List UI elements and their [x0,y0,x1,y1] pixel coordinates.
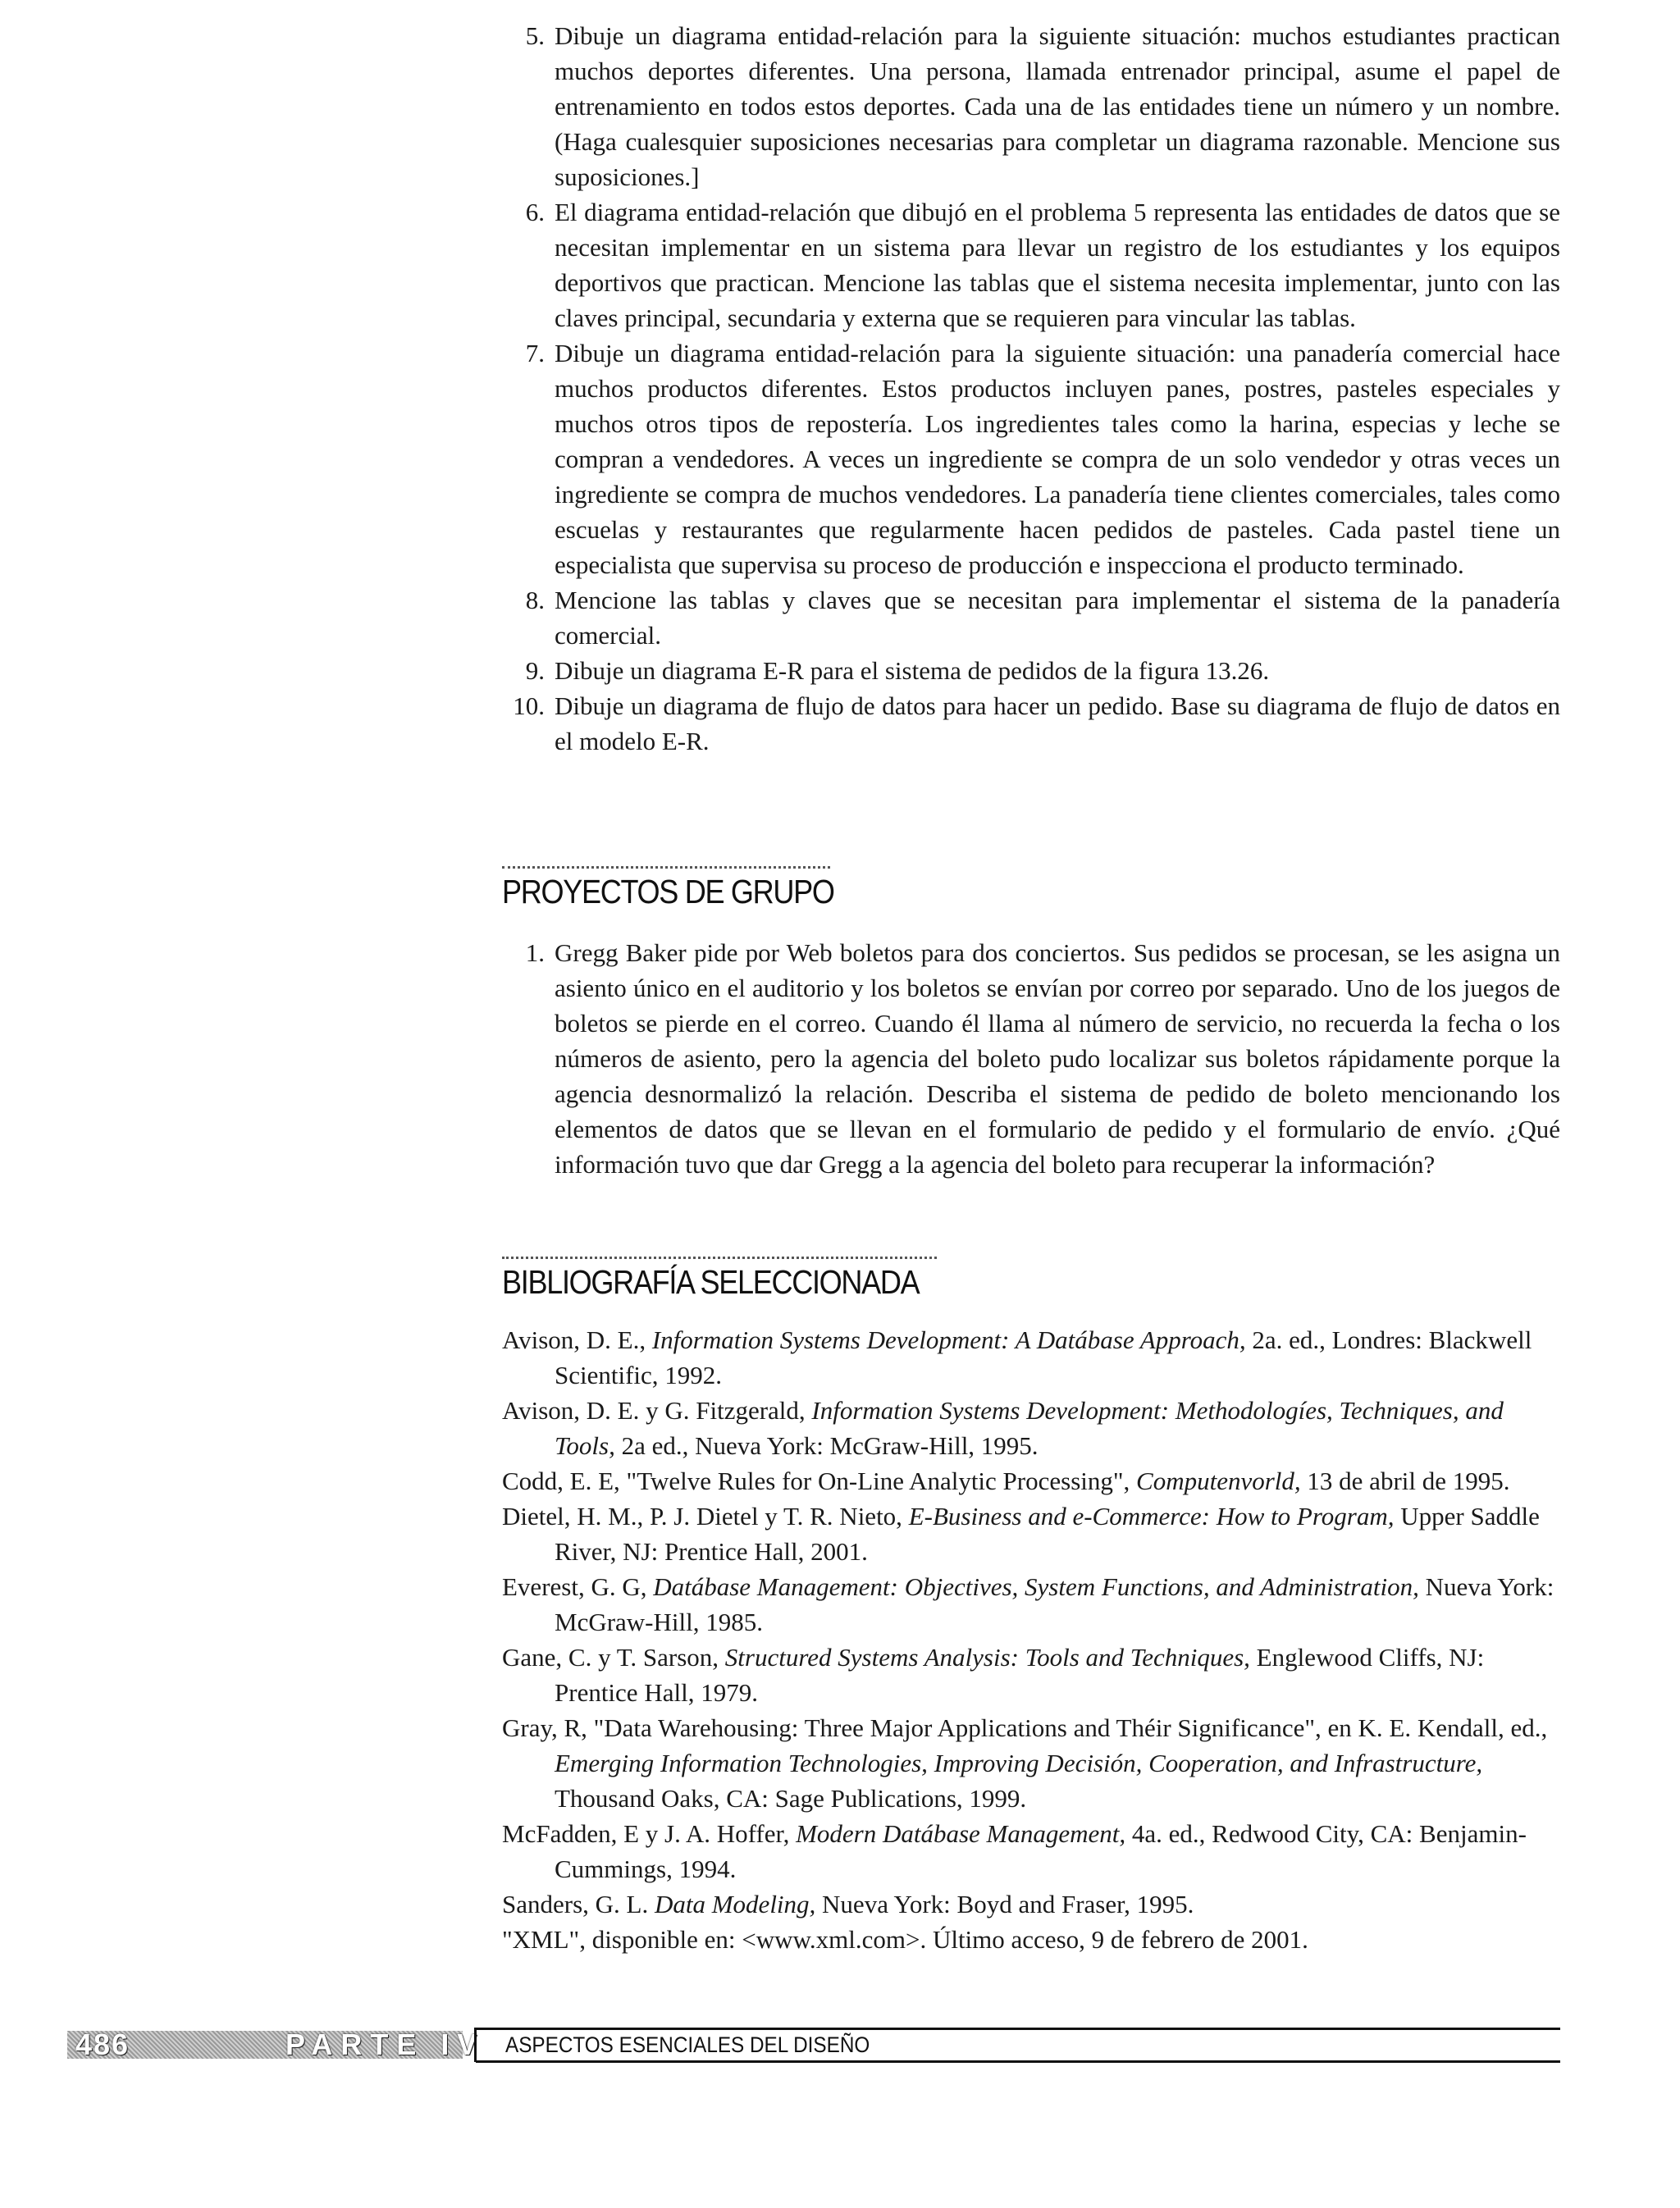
reference-item [502,1816,1560,1886]
exercise-item [502,335,1560,582]
reference-authors: Avison, D. E. y G. Fitzgerald, [502,1396,812,1425]
reference-authors: Everest, G. G, [502,1572,654,1601]
exercise-item [502,194,1560,335]
exercise-number: 10. [513,691,545,720]
exercise-text: Dibuje un diagrama de flujo de datos para hacer un pedido. Base su diagrama de flujo de datos en el modelo E-R. [555,691,1560,755]
reference-item [502,1710,1560,1816]
exercise-text: El diagrama entidad-relación que dibujó en el problema 5 representa las entidades de datos que se necesitan implementar en un sistema para llevar un registro de los estudiantes y los equipos deportivos que practican. Mencione las tablas que el sistema necesita implementar, junto con las claves principal, secundaria y externa que se requieren para vincular las tablas. [555,198,1560,332]
reference-title: Data Modeling, [654,1890,816,1918]
section-divider [502,1257,937,1259]
exercise-number: 7. [525,339,545,367]
bibliography-list [502,1322,1560,1957]
exercise-text: Dibuje un diagrama entidad-relación para la siguiente situación: muchos estudiantes practican muchos deportes diferentes. Una persona, llamada entrenador principal, asume el papel de entrenamiento en todos estos deportes. Cada una de las entidades tiene un número y un nombre. (Haga cualesquier suposiciones necesarias para completar un diagrama razonable. Mencione sus suposiciones.] [555,21,1560,191]
reference-details: Upper Saddle River, NJ: Prentice Hall, 2001. [555,1502,1540,1566]
reference-authors: Avison, D. E., [502,1325,652,1354]
reference-title: Computenvorld, [1136,1467,1301,1495]
exercise-text: Dibuje un diagrama entidad-relación para la siguiente situación: una panadería comercial hace muchos productos diferentes. Estos productos incluyen panes, postres, pasteles especiales y muchos otros tipos de repostería. Los ingredientes tales como la harina, especias y leche se compran a vendedores. A veces un ingrediente se compra de un solo vendedor y otras veces un ingrediente se compra de muchos vendedores. La panadería tiene clientes comerciales, tales como escuelas y restaurantes que regularmente hacen pedidos de pasteles. Cada pastel tiene un especialista que supervisa su proceso de producción e inspecciona el producto terminado. [555,339,1560,579]
reference-authors: Gray, R, "Data Warehousing: Three Major Applications and Théir Significance", en K. E. Kendall, ed., [502,1713,1548,1742]
group-projects-list [502,935,1560,1182]
exercise-item [502,653,1560,688]
reference-details: 13 de abril de 1995. [1300,1467,1510,1495]
project-number: 1. [525,938,545,967]
reference-title: Information Systems Development: Methodologíes, Techniques, and Tools, [555,1396,1504,1460]
exercise-number: 5. [525,21,545,50]
footer-divider [474,2028,477,2062]
reference-details: 2a ed., Nueva York: McGraw-Hill, 1995. [614,1431,1039,1460]
reference-item [502,1886,1560,1922]
reference-title: E-Business and e-Commerce: How to Program, [908,1502,1395,1531]
exercise-item [502,18,1560,194]
exercise-item [502,582,1560,653]
reference-authors: Sanders, G. L. [502,1890,655,1918]
reference-authors: Dietel, H. M., P. J. Dietel y T. R. Nieto, [502,1502,909,1531]
chapter-title: ASPECTOS ESENCIALES DEL DISEÑO [505,2032,870,2057]
reference-item [502,1569,1560,1640]
reference-details: Englewood Cliffs, NJ: Prentice Hall, 1979. [555,1643,1485,1707]
project-item [502,935,1560,1182]
reference-title: Datábase Management: Objectives, System Functions, and Administration, [653,1572,1419,1601]
footer-rule [476,2028,1560,2030]
reference-title: Information Systems Development: A Datábase Approach, [651,1325,1246,1354]
bibliography-heading: BIBLIOGRAFÍA SELECCIONADA [502,1263,920,1301]
exercise-text: Mencione las tablas y claves que se necesitan para implementar el sistema de la panadería comercial. [555,586,1560,650]
reference-item [502,1499,1560,1569]
group-projects-heading: PROYECTOS DE GRUPO [502,873,834,910]
exercise-item [502,688,1560,759]
reference-details: Nueva York: Boyd and Fraser, 1995. [815,1890,1194,1918]
exercise-number: 8. [525,586,545,614]
section-divider [502,866,830,869]
reference-authors: "XML", disponible en: <www.xml.com>. Último acceso, 9 de febrero de 2001. [502,1925,1308,1954]
reference-title: Structured Systems Analysis: Tools and Techniques, [724,1643,1250,1672]
reference-title: Modern Datábase Management, [796,1819,1126,1848]
reference-item [502,1463,1560,1499]
reference-authors: Gane, C. y T. Sarson, [502,1643,725,1672]
reference-authors: Codd, E. E, "Twelve Rules for On-Line Analytic Processing", [502,1467,1137,1495]
reference-item [502,1393,1560,1463]
reference-item [502,1922,1560,1957]
part-label: PARTE IV [285,2028,486,2061]
page-number: 486 [75,2028,130,2061]
project-text: Gregg Baker pide por Web boletos para dos conciertos. Sus pedidos se procesan, se les asigna un asiento único en el auditorio y los boletos se envían por correo por separado. Uno de los juegos de boletos se pierde en el correo. Cuando él llama al número de servicio, no recuerda la fecha o los números de asiento, pero la agencia del boleto pudo localizar sus boletos rápidamente porque la agencia desnormalizó la relación. Describa el sistema de pedido de boleto mencionando los elementos de datos que se llevan en el formulario de pedido y el formulario de envío. ¿Qué información tuvo que dar Gregg a la agencia del boleto para recuperar la información? [555,938,1560,1179]
reference-details: Thousand Oaks, CA: Sage Publications, 1999. [555,1784,1027,1813]
reference-item [502,1322,1560,1393]
reference-title: Emerging Information Technologies, Improving Decisión, Cooperation, and Infrastructure, [555,1749,1483,1777]
footer-rule [476,2060,1560,2063]
reference-authors: McFadden, E y J. A. Hoffer, [502,1819,797,1848]
reference-details: 2a. ed., Londres: Blackwell Scientific, 1992. [555,1325,1532,1389]
exercise-list [502,18,1560,759]
reference-item [502,1640,1560,1710]
exercise-number: 6. [525,198,545,226]
exercise-number: 9. [525,656,545,685]
exercise-text: Dibuje un diagrama E-R para el sistema de pedidos de la figura 13.26. [555,656,1270,685]
reference-details: Nueva York: McGraw-Hill, 1985. [555,1572,1554,1636]
reference-details: 4a. ed., Redwood City, CA: Benjamin-Cummings, 1994. [555,1819,1527,1883]
